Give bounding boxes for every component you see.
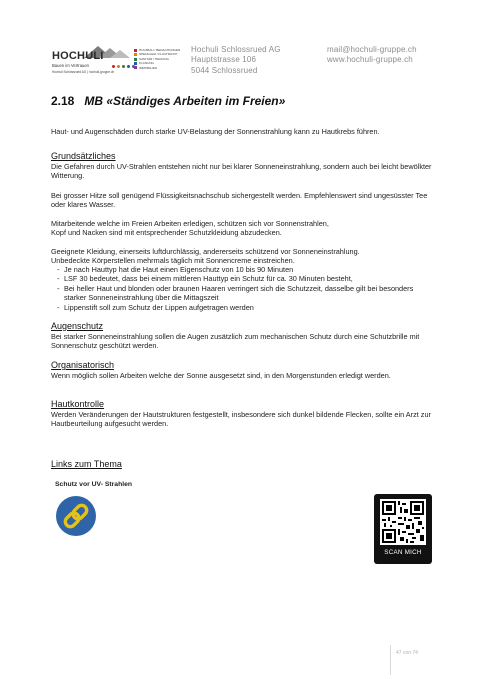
section-title [51, 94, 285, 108]
page-number: 47 von 74 [396, 650, 418, 656]
logo-color-dots [112, 65, 135, 68]
paragraph: Unbedeckte Körperstellen mehrmals täglich mit Sonnencreme einstreichen. [51, 256, 295, 265]
address-line: 5044 Schlossrued [191, 65, 258, 75]
company-logo [52, 44, 181, 76]
uv-link-button[interactable] [55, 495, 97, 537]
section-title-text: MB «Ständiges Arbeiten im Freien» [84, 94, 286, 108]
service-item: HOLZBAU / BEDACHUNGEN [134, 48, 180, 52]
service-item: SPENGLER / FLACHDACH [134, 52, 180, 56]
heading-grundsaetzliches: Grundsätzliches [51, 151, 116, 161]
company-contact [327, 45, 417, 66]
list-item: - LSF 30 bedeutet, dass bei einem mittleren Hauttyp ein Schutz für ca. 30 Minuten besteht, [51, 274, 435, 283]
footer-divider [390, 645, 391, 675]
paragraph: Die Gefahren durch UV-Strahlen entstehen nicht nur bei klarer Sonneneinstrahlung, sondern auch bei leicht bewölkter Witterung. [51, 162, 432, 181]
paragraph: Kopf und Nacken sind mit entsprechender Schutzkleidung abzudecken. [51, 228, 282, 237]
chain-link-icon [55, 495, 97, 537]
heading-hautkontrolle: Hautkontrolle [51, 399, 105, 409]
paragraph: Bei starker Sonneneinstrahlung sollen die Augen zusätzlich zum mechanischen Schutz durch eine Schutzbrille mit Sonnenschutz geschützt werden. [51, 332, 420, 351]
company-address [191, 45, 281, 76]
skin-protection-list [51, 265, 435, 312]
heading-organisatorisch: Organisatorisch [51, 360, 115, 370]
logo-services-list [134, 48, 180, 70]
paragraph: Werden Veränderungen der Hautstrukturen festgestellt, insbesondere sich dunkel bildende Flecken, sollte ein Arzt zur Hautbeurteilung aufgesucht werden. [51, 410, 431, 429]
address-line: Hochuli Schlossrued AG [191, 45, 281, 54]
paragraph: Wenn möglich sollen Arbeiten welche der Sonne ausgesetzt sind, in den Morgenstunden erledigt werden. [51, 371, 391, 380]
service-item: IMMOBILIEN [134, 66, 180, 70]
email-link[interactable]: mail@hochuli-gruppe.ch [327, 45, 417, 54]
service-item: PLANUNG [134, 61, 180, 65]
section-number: 2.18 [51, 94, 75, 108]
address-line: Hauptstrasse 106 [191, 55, 257, 65]
heading-augenschutz: Augenschutz [51, 321, 104, 331]
list-item: - Bei heller Haut und blonden oder braunen Haaren verringert sich die Schutzzeit, dasselbe gilt bei besonders starker Sonneneinstrahlung über die Mittagszeit [51, 284, 435, 303]
heading-links: Links zum Thema [51, 459, 122, 469]
qr-scan-label: SCAN MICH [384, 549, 422, 556]
uv-link-label[interactable]: Schutz vor UV- Strahlen [55, 481, 133, 488]
logo-tagline: Bauen im Vertrauen [52, 63, 90, 68]
list-item: - Lippenstift soll zum Schutz der Lippen aufgetragen werden [51, 303, 435, 312]
list-item: - Je nach Hauttyp hat die Haut einen Eigenschutz von 10 bis 90 Minuten [51, 265, 435, 274]
qr-code-image [380, 499, 426, 545]
logo-subline: Hochuli Schlossrued AG | hochuli-gruppe.ch [52, 70, 115, 74]
intro-paragraph: Haut- und Augenschäden durch starke UV-Belastung der Sonnenstrahlung kann zu Hautkrebs führen. [51, 127, 380, 136]
qr-pattern-icon [380, 499, 426, 545]
paragraph: Bei grosser Hitze soll genügend Flüssigkeitsnachschub sichergestellt werden. Empfehlenswert sind ungesüsster Tee oder klares Wasser. [51, 191, 428, 210]
qr-code[interactable] [374, 494, 432, 564]
paragraph: Geeignete Kleidung, einerseits luftdurchlässig, andererseits schützend vor Sonneneinstrahlung. [51, 247, 360, 256]
logo-name: HOCHULI [52, 50, 104, 62]
website-link[interactable]: www.hochuli-gruppe.ch [327, 55, 413, 65]
service-item: SANITÄR / HEIZUNG [134, 57, 180, 61]
paragraph: Mitarbeitende welche im Freien Arbeiten erledigen, schützen sich vor Sonnenstrahlen, [51, 219, 329, 228]
